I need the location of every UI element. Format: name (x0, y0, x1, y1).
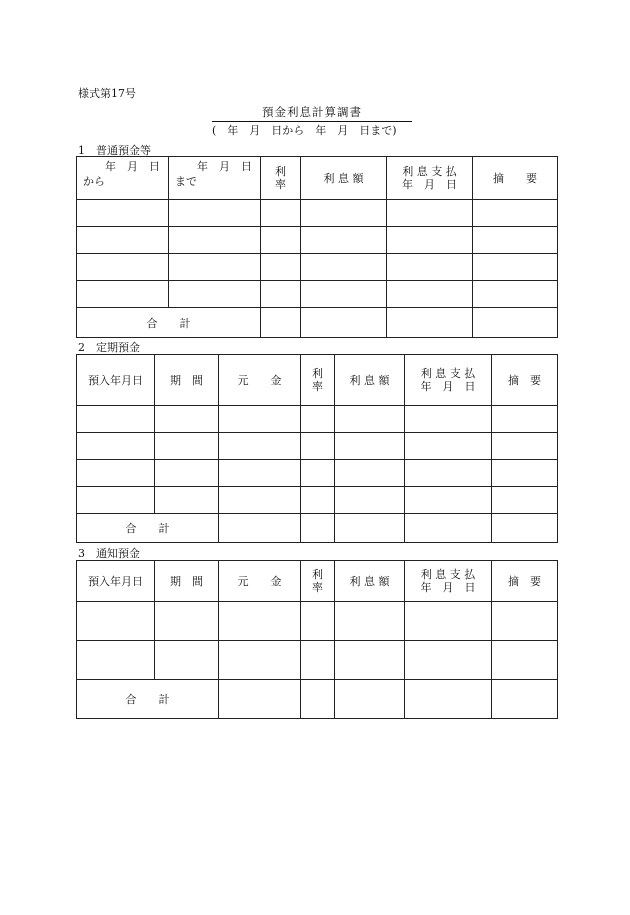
col-interest-amount: 利 息 額 (335, 355, 405, 406)
col-payment-line2: 年 月 日 (420, 581, 476, 594)
col-rate-line1: 利 (275, 165, 286, 178)
cell[interactable] (77, 254, 169, 281)
col-from-ymd: 年 月 日 (105, 160, 160, 173)
table-header-row (77, 355, 558, 406)
col-rate-line2: 率 (312, 380, 323, 393)
col-term: 期 間 (155, 561, 219, 602)
cell[interactable] (335, 433, 405, 460)
table-row (77, 406, 558, 433)
col-interest-amount: 利 息 額 (335, 561, 405, 602)
cell[interactable] (261, 200, 301, 227)
col-from-suffix: から (83, 175, 105, 188)
cell[interactable] (219, 406, 301, 433)
cell[interactable] (492, 602, 558, 641)
cell[interactable] (335, 487, 405, 514)
cell[interactable] (492, 460, 558, 487)
cell[interactable] (387, 200, 473, 227)
cell[interactable] (77, 602, 155, 641)
table-row (77, 460, 558, 487)
cell[interactable] (405, 433, 492, 460)
section-1-heading: 1 普通預金等 (78, 144, 151, 157)
total-row (77, 514, 558, 543)
col-rate-line2: 率 (312, 581, 323, 594)
col-payment-date (405, 561, 492, 602)
total-label: 合 計 (77, 308, 261, 338)
col-to-ymd: 年 月 日 (197, 160, 252, 173)
cell[interactable] (219, 641, 301, 680)
col-summary: 摘 要 (492, 561, 558, 602)
period-line: ( 年 月 日から 年 月 日まで) (212, 124, 397, 137)
col-to-suffix: まで (175, 175, 197, 188)
table-row (77, 487, 558, 514)
cell[interactable] (301, 680, 335, 719)
cell[interactable] (301, 200, 387, 227)
cell[interactable] (473, 281, 558, 308)
cell[interactable] (492, 433, 558, 460)
cell[interactable] (169, 200, 261, 227)
table-row (77, 281, 558, 308)
table-row (77, 602, 558, 641)
cell[interactable] (301, 406, 335, 433)
cell[interactable] (387, 227, 473, 254)
cell[interactable] (301, 487, 335, 514)
cell[interactable] (77, 227, 169, 254)
cell[interactable] (473, 227, 558, 254)
section-3-table (76, 560, 558, 719)
section-3-heading: 3 通知預金 (78, 547, 140, 560)
col-rate-line1: 利 (312, 367, 323, 380)
col-principal: 元 金 (219, 561, 301, 602)
cell[interactable] (387, 254, 473, 281)
cell[interactable] (335, 680, 405, 719)
cell[interactable] (473, 254, 558, 281)
col-payment-line2: 年 月 日 (402, 178, 457, 191)
cell[interactable] (77, 641, 155, 680)
col-payment-date (405, 355, 492, 406)
cell[interactable] (492, 641, 558, 680)
cell[interactable] (219, 487, 301, 514)
section-1-table (76, 156, 558, 338)
cell[interactable] (387, 308, 473, 338)
cell[interactable] (335, 602, 405, 641)
table-row (77, 433, 558, 460)
col-to-date (169, 157, 261, 200)
table-row (77, 254, 558, 281)
col-principal: 元 金 (219, 355, 301, 406)
col-payment-line1: 利 息 支 払 (420, 367, 476, 380)
cell[interactable] (219, 602, 301, 641)
cell[interactable] (77, 460, 155, 487)
cell[interactable] (155, 487, 219, 514)
cell[interactable] (492, 680, 558, 719)
cell[interactable] (492, 487, 558, 514)
table-header-row (77, 157, 558, 200)
cell[interactable] (155, 433, 219, 460)
cell[interactable] (405, 602, 492, 641)
cell[interactable] (261, 281, 301, 308)
cell[interactable] (261, 254, 301, 281)
cell[interactable] (219, 680, 301, 719)
cell[interactable] (219, 514, 301, 543)
total-label: 合 計 (77, 680, 219, 719)
cell[interactable] (301, 254, 387, 281)
cell[interactable] (219, 433, 301, 460)
col-rate (301, 355, 335, 406)
document-title: 預金利息計算調書 (212, 104, 412, 122)
table-row (77, 200, 558, 227)
cell[interactable] (155, 641, 219, 680)
cell[interactable] (301, 227, 387, 254)
cell[interactable] (473, 308, 558, 338)
col-payment-line2: 年 月 日 (420, 380, 476, 393)
table-header-row (77, 561, 558, 602)
cell[interactable] (301, 281, 387, 308)
col-rate (261, 157, 301, 200)
cell[interactable] (335, 641, 405, 680)
cell[interactable] (405, 406, 492, 433)
col-term: 期 間 (155, 355, 219, 406)
col-summary: 摘 要 (473, 157, 558, 200)
total-row (77, 680, 558, 719)
cell[interactable] (301, 308, 387, 338)
total-label: 合 計 (77, 514, 219, 543)
cell[interactable] (261, 227, 301, 254)
cell[interactable] (77, 433, 155, 460)
table-row (77, 227, 558, 254)
total-row (77, 308, 558, 338)
cell[interactable] (301, 460, 335, 487)
cell[interactable] (492, 514, 558, 543)
table-row (77, 641, 558, 680)
cell[interactable] (77, 487, 155, 514)
cell[interactable] (335, 514, 405, 543)
cell[interactable] (301, 433, 335, 460)
cell[interactable] (169, 254, 261, 281)
cell[interactable] (335, 460, 405, 487)
section-2-table (76, 354, 558, 543)
cell[interactable] (155, 602, 219, 641)
cell[interactable] (335, 406, 405, 433)
col-rate (301, 561, 335, 602)
col-from-date (77, 157, 169, 200)
cell[interactable] (155, 406, 219, 433)
cell[interactable] (301, 641, 335, 680)
cell[interactable] (77, 281, 169, 308)
col-rate-line2: 率 (275, 178, 286, 191)
cell[interactable] (473, 200, 558, 227)
col-deposit-date: 預入年月日 (77, 561, 155, 602)
cell[interactable] (155, 460, 219, 487)
cell[interactable] (405, 680, 492, 719)
cell[interactable] (405, 460, 492, 487)
cell[interactable] (169, 281, 261, 308)
cell[interactable] (169, 227, 261, 254)
col-interest-amount: 利 息 額 (301, 157, 387, 200)
cell[interactable] (77, 406, 155, 433)
cell[interactable] (405, 514, 492, 543)
cell[interactable] (301, 514, 335, 543)
cell[interactable] (405, 487, 492, 514)
col-rate-line1: 利 (312, 568, 323, 581)
cell[interactable] (387, 281, 473, 308)
cell[interactable] (301, 602, 335, 641)
section-2-heading: 2 定期預金 (78, 341, 140, 354)
cell[interactable] (77, 200, 169, 227)
form-number: 様式第17号 (78, 87, 136, 100)
col-payment-line1: 利 息 支 払 (402, 165, 457, 178)
col-deposit-date: 預入年月日 (77, 355, 155, 406)
cell[interactable] (219, 460, 301, 487)
col-summary: 摘 要 (492, 355, 558, 406)
cell[interactable] (492, 406, 558, 433)
cell[interactable] (405, 641, 492, 680)
col-payment-date (387, 157, 473, 200)
col-payment-line1: 利 息 支 払 (420, 568, 476, 581)
cell[interactable] (261, 308, 301, 338)
